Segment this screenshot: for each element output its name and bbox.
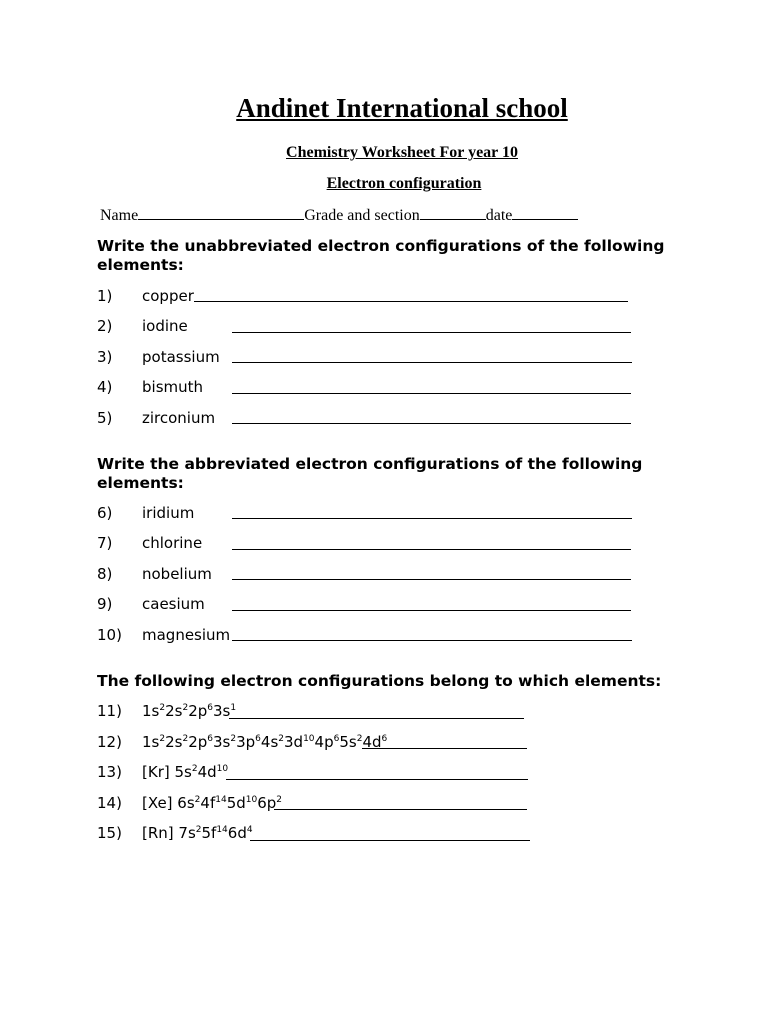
- question-number: 7): [97, 534, 113, 552]
- question-number: 1): [97, 287, 113, 305]
- answer-line: [232, 640, 632, 641]
- electron-count: 14: [215, 795, 227, 805]
- orbital: 4d: [197, 763, 217, 781]
- question-number: 6): [97, 504, 113, 522]
- orbital: 5s: [339, 733, 357, 751]
- section3-heading: The following electron configurations belong to which elements:: [97, 672, 662, 690]
- electron-config: [142, 794, 282, 812]
- electron-count: 10: [303, 734, 315, 744]
- worksheet-topic: Electron configuration: [326, 175, 482, 192]
- orbital: 3s: [213, 733, 231, 751]
- electron-count: 2: [230, 734, 237, 744]
- question-number: 14): [97, 794, 122, 812]
- electron-count: 6: [207, 703, 213, 713]
- orbital: 5d: [226, 794, 246, 812]
- answer-line: [232, 362, 632, 363]
- name-label: Name: [100, 207, 139, 224]
- date-blank: [512, 206, 578, 220]
- electron-count: 2: [191, 764, 198, 774]
- question-number: 10): [97, 626, 122, 644]
- element-label: iodine: [142, 317, 188, 335]
- electron-config: [142, 763, 228, 781]
- answer-line: [232, 518, 632, 519]
- name-blank: [138, 206, 304, 220]
- orbital: 4d: [362, 733, 382, 751]
- orbital: 4f: [200, 794, 216, 812]
- answer-line: [226, 779, 528, 780]
- electron-count: 1: [230, 703, 237, 713]
- answer-line: [274, 809, 527, 810]
- orbital: 6d: [227, 824, 247, 842]
- grade-label: Grade and section: [304, 207, 420, 224]
- question-number: 2): [97, 317, 113, 335]
- electron-count: 6: [255, 734, 261, 744]
- answer-line: [194, 301, 628, 302]
- date-label: date: [485, 207, 513, 224]
- question-number: 4): [97, 378, 113, 396]
- answer-line: [232, 332, 631, 333]
- orbital: 5f: [201, 824, 217, 842]
- element-label: copper: [142, 287, 194, 305]
- question-number: 9): [97, 595, 113, 613]
- element-label: zirconium: [142, 409, 216, 427]
- orbital: 4s: [260, 733, 279, 751]
- orbital: [Xe] 6s: [142, 794, 195, 812]
- student-info-line: [100, 206, 578, 225]
- question-number: 12): [97, 733, 122, 751]
- orbital: 2s: [165, 702, 183, 720]
- electron-count: 2: [195, 825, 202, 835]
- electron-count: 6: [333, 734, 340, 744]
- electron-count: 2: [194, 795, 201, 805]
- element-label: magnesium: [142, 626, 231, 644]
- answer-line: [229, 718, 524, 719]
- element-label: chlorine: [142, 534, 203, 552]
- electron-count: 2: [276, 795, 283, 805]
- electron-count: 2: [182, 703, 189, 713]
- orbital: 3p: [236, 733, 256, 751]
- element-label: caesium: [142, 595, 205, 613]
- electron-count: 10: [245, 795, 258, 805]
- answer-line: [362, 748, 527, 749]
- question-number: 5): [97, 409, 113, 427]
- orbital: [Rn] 7s: [142, 824, 196, 842]
- answer-line: [232, 610, 631, 611]
- element-label: iridium: [142, 504, 195, 522]
- electron-config: [142, 702, 236, 720]
- electron-config: [142, 824, 253, 842]
- answer-line: [232, 393, 631, 394]
- question-number: 3): [97, 348, 113, 366]
- electron-count: 2: [159, 734, 166, 744]
- orbital: 2p: [188, 702, 208, 720]
- orbital: 2p: [188, 733, 208, 751]
- electron-count: 6: [207, 734, 213, 744]
- question-number: 15): [97, 824, 122, 842]
- orbital: 3s: [213, 702, 231, 720]
- worksheet-subtitle: Chemistry Worksheet For year 10: [286, 144, 518, 161]
- section1-heading: Write the unabbreviated electron configurations of the following elements:: [97, 237, 665, 274]
- element-label: bismuth: [142, 378, 204, 396]
- orbital: 1s: [142, 733, 160, 751]
- electron-count: 14: [216, 825, 228, 835]
- answer-line: [232, 549, 631, 550]
- electron-count: 2: [278, 734, 284, 744]
- answer-line: [232, 423, 631, 424]
- electron-config: [142, 733, 387, 751]
- electron-count: 4: [246, 825, 253, 835]
- electron-count: 2: [182, 734, 189, 744]
- question-number: 13): [97, 763, 122, 781]
- element-label: potassium: [142, 348, 220, 366]
- electron-count: 2: [356, 734, 363, 744]
- orbital: [Kr] 5s: [142, 763, 192, 781]
- orbital: 6p: [257, 794, 277, 812]
- element-label: nobelium: [142, 565, 212, 583]
- electron-count: 2: [159, 703, 166, 713]
- school-title: Andinet International school: [236, 93, 568, 123]
- orbital: 2s: [165, 733, 183, 751]
- question-number: 8): [97, 565, 113, 583]
- electron-count: 10: [216, 764, 229, 774]
- orbital: 1s: [142, 702, 160, 720]
- section2-heading: Write the abbreviated electron configurations of the following elements:: [97, 455, 643, 492]
- answer-line: [232, 579, 631, 580]
- question-number: 11): [97, 702, 122, 720]
- answer-line: [250, 840, 530, 841]
- orbital: 3d: [284, 733, 304, 751]
- electron-count: 6: [381, 734, 388, 744]
- orbital: 4p: [314, 733, 334, 751]
- grade-blank: [420, 206, 486, 220]
